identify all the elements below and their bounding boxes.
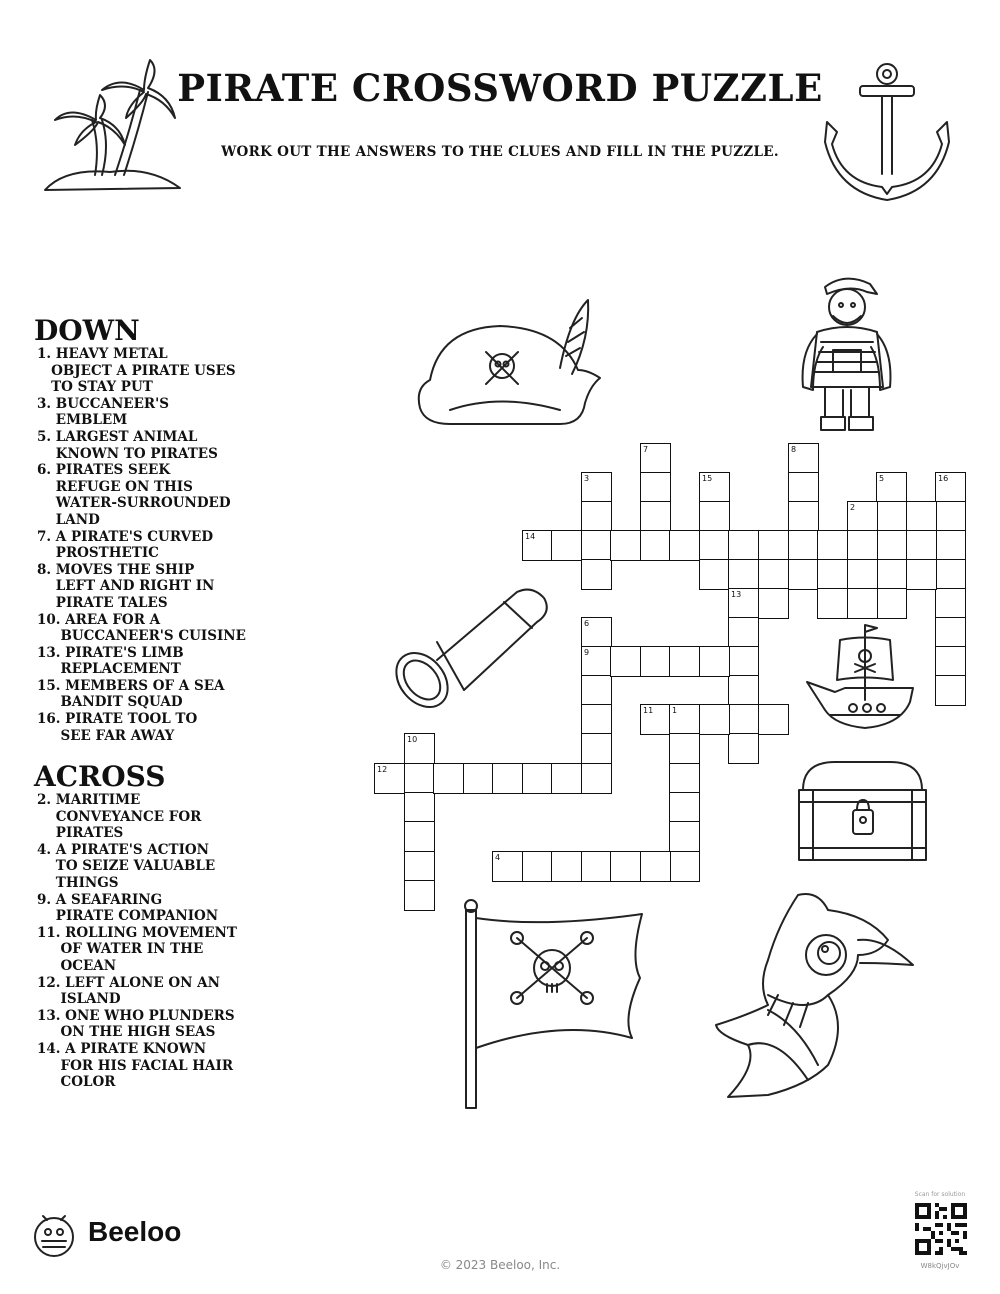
instructions: WORK OUT THE ANSWERS TO THE CLUES AND FILL IN THE PUZZLE. [221,144,779,160]
crossword-cell[interactable] [610,646,641,677]
crossword-cell[interactable] [581,763,612,794]
crossword-cell[interactable] [640,501,671,532]
crossword-cell[interactable] [935,559,966,590]
crossword-cell[interactable] [935,530,966,561]
crossword-cell[interactable] [728,646,759,677]
telescope-icon [392,580,557,720]
crossword-cell[interactable] [906,530,937,561]
copyright: © 2023 Beeloo, Inc. [439,1258,561,1272]
palm-island-icon [40,50,185,200]
clue-number: 11 [643,706,654,715]
clue-number: 14 [525,532,536,541]
qr-code-id: W8kQjvJOv [920,1262,960,1270]
crossword-cell[interactable] [404,763,435,794]
crossword-cell[interactable] [669,530,700,561]
crossword-cell[interactable] [492,763,523,794]
crossword-cell[interactable] [758,588,789,619]
down-clue: 1. HEAVY METAL OBJECT A PIRATE USES TO STAY PUT [37,346,236,396]
crossword-cell[interactable] [758,530,789,561]
clue-number: 9 [584,648,590,657]
crossword-cell[interactable] [817,588,848,619]
crossword-cell[interactable] [463,763,494,794]
crossword-cell[interactable] [935,646,966,677]
clue-number: 5 [879,474,885,483]
crossword-cell[interactable] [404,821,435,852]
pirate-flag-icon [462,898,652,1110]
clue-number: 6 [584,619,590,628]
clue-number: 16 [938,474,949,483]
crossword-cell[interactable] [935,617,966,648]
across-clue: 2. MARITIME CONVEYANCE FOR PIRATES [37,792,202,842]
crossword-cell[interactable] [876,559,907,590]
crossword-cell[interactable] [788,530,819,561]
clue-number: 12 [377,765,388,774]
crossword-cell[interactable] [669,792,700,823]
crossword-cell[interactable] [640,851,671,882]
treasure-chest-icon [795,760,930,865]
across-clue: 9. A SEAFARING PIRATE COMPANION [37,891,219,925]
down-clue: 3. BUCCANEER'S EMBLEM [37,395,169,429]
crossword-cell[interactable] [935,675,966,706]
crossword-cell[interactable] [906,501,937,532]
parrot-icon [708,885,923,1105]
down-clue: 8. MOVES THE SHIP LEFT AND RIGHT IN PIRATE TALES [37,561,215,611]
crossword-cell[interactable] [522,763,553,794]
page-title: PIRATE CROSSWORD PUZZLE [177,66,823,110]
clue-number: 7 [643,445,649,454]
clue-number: 1 [672,706,678,715]
crossword-cell[interactable] [935,501,966,532]
crossword-cell[interactable] [669,821,700,852]
pirate-ship-icon [805,620,920,732]
crossword-cell[interactable] [699,704,730,735]
crossword-cell[interactable] [669,733,700,764]
clue-number: 8 [791,445,797,454]
crossword-cell[interactable] [669,763,700,794]
crossword-cell[interactable] [610,851,641,882]
crossword-cell[interactable] [699,646,730,677]
crossword-cell[interactable] [581,704,612,735]
crossword-cell[interactable] [640,646,671,677]
crossword-cell[interactable] [640,472,671,503]
qr-code-icon [915,1203,967,1255]
crossword-cell[interactable] [788,501,819,532]
pirate-character-icon [795,272,895,437]
across-clue: 12. LEFT ALONE ON AN ISLAND [37,974,220,1008]
down-clue: 16. PIRATE TOOL TO SEE FAR AWAY [37,711,198,744]
crossword-cell[interactable] [728,733,759,764]
crossword-cell[interactable] [847,588,878,619]
scan-label: Scan for solution [914,1191,966,1198]
crossword-cell[interactable] [581,559,612,590]
crossword-cell[interactable] [758,704,789,735]
down-heading: DOWN [34,314,140,347]
crossword-cell[interactable] [847,530,878,561]
clue-number: 15 [702,474,713,483]
crossword-cell[interactable] [728,617,759,648]
down-clue: 6. PIRATES SEEK REFUGE ON THIS WATER-SURROUNDED LAND [37,462,231,528]
down-clue-list [37,346,246,744]
crossword-cell[interactable] [581,851,612,882]
crossword-cell[interactable] [699,530,730,561]
across-heading: ACROSS [34,760,166,793]
beeloo-bee-logo-icon [33,1216,75,1258]
crossword-cell[interactable] [581,675,612,706]
crossword-cell[interactable] [522,851,553,882]
crossword-cell[interactable] [876,588,907,619]
across-clue-list [37,792,237,1091]
down-clue: 15. MEMBERS OF A SEA BANDIT SQUAD [37,677,225,711]
crossword-cell[interactable] [906,559,937,590]
crossword-cell[interactable] [728,559,759,590]
crossword-cell[interactable] [551,530,582,561]
across-clue: 4. A PIRATE'S ACTION TO SEIZE VALUABLE THINGS [37,841,216,891]
crossword-cell[interactable] [728,530,759,561]
crossword-cell[interactable] [876,530,907,561]
crossword-cell[interactable] [817,559,848,590]
crossword-cell[interactable] [699,559,730,590]
crossword-cell[interactable] [581,530,612,561]
crossword-cell[interactable] [640,530,671,561]
crossword-cell[interactable] [669,851,700,882]
crossword-cell[interactable] [876,501,907,532]
crossword-cell[interactable] [404,851,435,882]
crossword-cell[interactable] [847,559,878,590]
crossword-cell[interactable] [404,792,435,823]
anchor-icon [822,62,952,202]
down-clue: 7. A PIRATE'S CURVED PROSTHETIC [37,528,214,562]
crossword-cell[interactable] [404,880,435,911]
down-clue: 10. AREA FOR A BUCCANEER'S CUISINE [37,611,246,645]
crossword-cell[interactable] [551,763,582,794]
crossword-cell[interactable] [758,559,789,590]
crossword-cell[interactable] [669,646,700,677]
crossword-cell[interactable] [728,704,759,735]
crossword-cell[interactable] [935,588,966,619]
crossword-cell[interactable] [699,501,730,532]
across-clue: 11. ROLLING MOVEMENT OF WATER IN THE OCEAN [37,924,237,974]
clue-number: 13 [731,590,742,599]
crossword-cell[interactable] [610,530,641,561]
crossword-cell[interactable] [728,675,759,706]
brand-name: Beeloo [88,1216,182,1247]
crossword-cell[interactable] [433,763,464,794]
clue-number: 3 [584,474,590,483]
crossword-cell[interactable] [581,501,612,532]
down-clue: 5. LARGEST ANIMAL KNOWN TO PIRATES [37,428,218,462]
crossword-cell[interactable] [817,530,848,561]
crossword-cell[interactable] [788,472,819,503]
clue-number: 10 [407,735,418,744]
clue-number: 2 [850,503,856,512]
crossword-cell[interactable] [551,851,582,882]
clue-number: 4 [495,853,501,862]
across-clue: 14. A PIRATE KNOWN FOR HIS FACIAL HAIR COLOR [37,1040,234,1091]
crossword-cell[interactable] [788,559,819,590]
pirate-hat-icon [410,298,610,430]
down-clue: 13. PIRATE'S LIMB REPLACEMENT [37,644,184,678]
crossword-cell[interactable] [581,733,612,764]
across-clue: 13. ONE WHO PLUNDERS ON THE HIGH SEAS [37,1007,235,1041]
